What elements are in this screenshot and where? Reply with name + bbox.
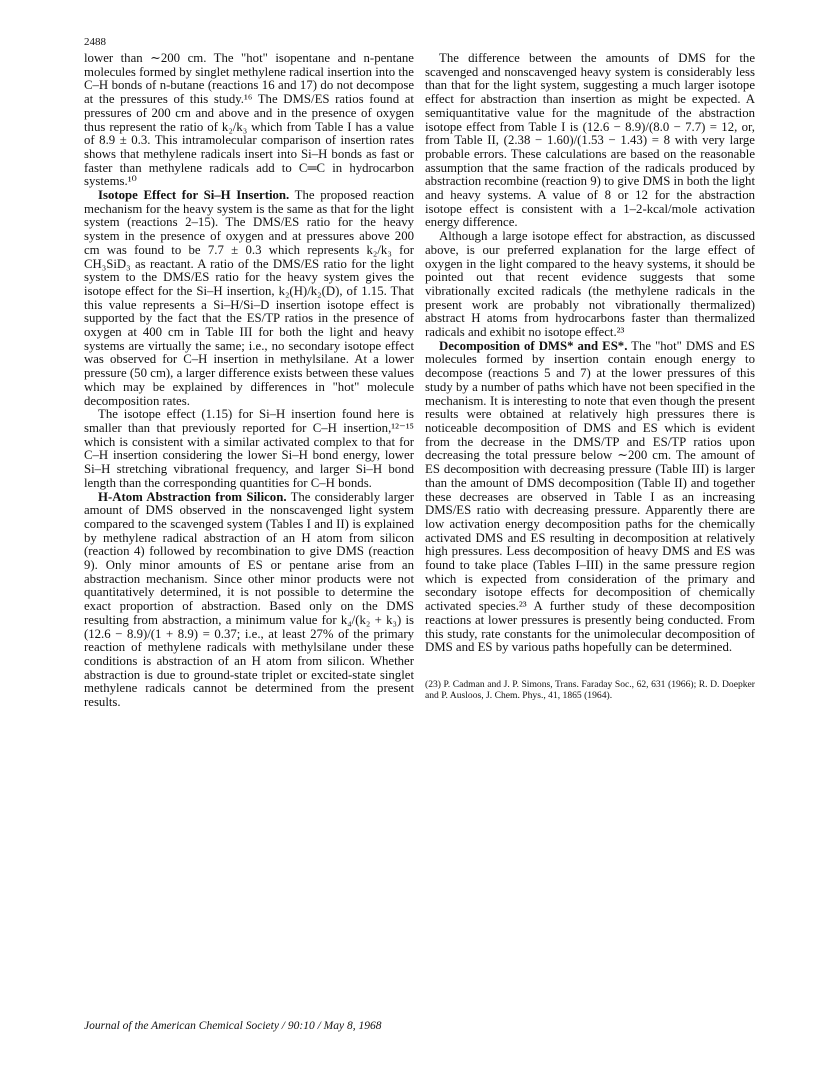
paragraph xyxy=(425,52,755,230)
paragraph-text: The "hot" DMS and ES molecules formed by insertion contain enough energy to decompose (reactions 5 and 7) at the lower pressures of this study by a number of paths which have not been specified in the mechanism. It is interesting to note that even though the present results were obtained at relatively high pressures there is noticeable decomposition of DMS and ES which is evident from the decrease in the DMS/TP and ES/TP ratios upon decreasing the total pressure below ∼200 cm. The amount of ES decomposition with decreasing pressure (Table III) is larger than the amount of DMS decomposition (Table II) and together these decreases are observed in Table I as an increasing DMS/ES ratio with decreasing pressure. Apparently there are low activation energy decomposition paths for the chemically activated DMS and ES resulting in decomposition at relatively high pressures. Less decomposition of heavy DMS and ES was found to take place (Tables I–III) in the same pressure region which is expected from consideration of the primary and secondary isotope effects for decomposition of chemically activated species.²³ A further study of these decomposition reactions at lower pressures is presently being conducted. From this study, rate constants for the unimolecular decomposition of DMS and ES by various paths hopefully can be determined. xyxy=(425,338,755,655)
paragraph-text: The difference between the amounts of DMS for the scavenged and nonscavenged heavy system is considerably less than that for the light system, suggesting a much larger isotope effect for abstraction than insertion as might be expected. A semiquantitative value for the magnitude of the abstraction isotope effect from Table I is (12.6 − 8.9)/(8.0 − 7.7) = 12, or, from Table II, (2.38 − 1.60)/(1.53 − 1.43) = 8 with very large probable errors. These calculations are based on the reasonable assumption that the same fraction of the radicals produced by abstraction recombine (reaction 9) to give DMS in both the light and heavy systems. A value of 8 or 12 for the abstraction isotope effect is consistent with a 1–2-kcal/mole activation energy difference. xyxy=(425,51,755,230)
left-column xyxy=(84,52,414,710)
section-heading: Isotope Effect for Si–H Insertion. xyxy=(98,188,290,203)
paragraph xyxy=(425,340,755,655)
section-heading: H-Atom Abstraction from Silicon. xyxy=(98,489,287,504)
paragraph-text: The isotope effect (1.15) for Si–H insertion found here is smaller than that previously reported for C–H insertion,¹²⁻¹⁵ which is consistent with a similar activated complex to that for C–H insertion considering the lower Si–H bond energy, lower Si–H stretching vibrational frequency, and larger Si–H bond length than the corresponding quantities for C–H bonds. xyxy=(84,407,414,490)
journal-footer: Journal of the American Chemical Society / 90:10 / May 8, 1968 xyxy=(84,1020,382,1032)
section-heading: Decomposition of DMS* and ES*. xyxy=(439,338,628,353)
page-number: 2488 xyxy=(84,36,106,48)
paragraph-text: Although a large isotope effect for abstraction, as discussed above, is our preferred explanation for the large effect of oxygen in the light compared to the heavy systems, it should be pointed out that recent evidence suggests that some vibrationally excited radicals (the methylene radicals in the present work are probably not vibrationally thermalized) abstract H atoms from hydrocarbons faster than thermalized radicals and exhibit no isotope effect.²³ xyxy=(425,229,755,340)
paragraph xyxy=(425,230,755,340)
paragraph-text: The proposed reaction mechanism for the heavy system is the same as that for the light system (reactions 2–15). The DMS/ES ratio for the heavy system in the presence of oxygen and at pressures above 200 cm was found to be 7.7 ± 0.3 which represents k₂/k₃ for CH₃SiD₃ as reactant. A ratio of the DMS/ES ratio for the light system to the DMS/ES ratio for the heavy system gives the isotope effect for the Si–H insertion, k₂(H)/k₂(D), of 1.15. That this value represents a Si–H/Si–D insertion isotope effect is supported by the fact that the ES/TP ratios in the presence of oxygen at 400 cm in Table III for both the light and heavy systems are virtually the same; i.e., no secondary isotope effect was observed for C–H insertion in methylsilane. At a lower pressure (50 cm), a larger difference exists between these values which may be explained by differences in "hot" molecule decomposition rates. xyxy=(84,188,415,408)
right-column xyxy=(425,52,755,701)
paragraph xyxy=(84,408,414,490)
footnote: (23) P. Cadman and J. P. Simons, Trans. Faraday Soc., 62, 631 (1966); R. D. Doepker and P. Ausloos, J. Chem. Phys., 41, 1865 (1964). xyxy=(425,678,755,701)
paragraph-text: lower than ∼200 cm. The "hot" isopentane and n-pentane molecules formed by singlet methylene radical insertion into the C–H bonds of n-butane (reactions 16 and 17) do not decompose at the pressures of this study.¹⁶ The DMS/ES ratios found at pressures of 200 cm and above and in the presence of oxygen thus represent the ratio of k₂/k₃ which from Table I has a value of 8.9 ± 0.3. This intramolecular comparison of insertion rates shows that methylene radicals insert into Si–H bonds as fast or faster than methylene radicals add to C═C in hydrocarbon systems.¹⁰ xyxy=(84,51,414,189)
paragraph xyxy=(84,189,414,408)
paragraph xyxy=(84,52,414,189)
paragraph xyxy=(84,491,414,710)
paragraph-text: The considerably larger amount of DMS observed in the nonscavenged light system compared to the scavenged system (Tables I and II) is explained by methylene radical abstraction of an H atom from silicon (reaction 4) followed by recombination to give DMS (reaction 9). Only minor amounts of ES or pentane arise from an abstraction mechanism. Since other minor products were not quantitatively determined, it is not possible to determine the exact proportion of abstraction. Based only on the DMS resulting from abstraction, a minimum value for k₄/(k₂ + k₃) is (12.6 − 8.9)/(1 + 8.9) = 0.37; i.e., at least 27% of the primary reaction of methylene radicals with methylsilane under these conditions is abstraction of an H atom from silicon. Whether abstraction is due to ground-state triplet or excited-state singlet methylene radicals cannot be determined from the present results. xyxy=(84,489,414,710)
